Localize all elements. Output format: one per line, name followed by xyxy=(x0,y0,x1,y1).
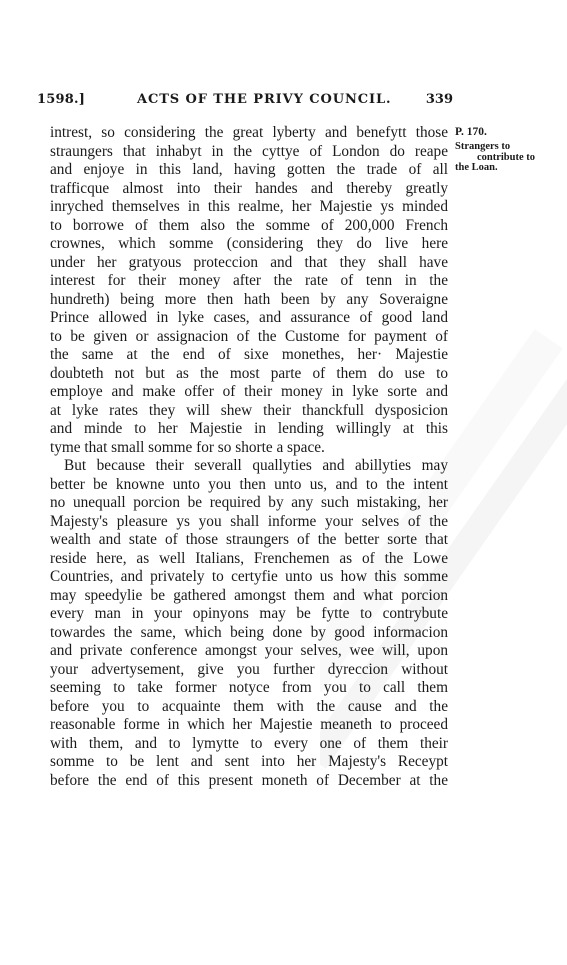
text-line: wealth and state of those straungers of the better sorte that xyxy=(50,531,448,548)
header-year: 1598.] xyxy=(37,92,86,107)
header-title: ACTS OF THE PRIVY COUNCIL. xyxy=(137,92,392,107)
side-note-line: Strangers to xyxy=(455,141,511,152)
text-line: Prince allowed in lyke cases, and assurance of good land xyxy=(50,309,448,326)
header-page-number: 339 xyxy=(425,92,453,107)
body-text xyxy=(50,124,448,790)
text-line: somme to be lent and sent into her Majesty's Receypt xyxy=(50,753,448,770)
text-line: trafficque almost into their handes and thereby greatly xyxy=(50,179,448,197)
side-note-line: contribute to xyxy=(476,151,535,163)
text-line: crownes, which somme (considering they do live here xyxy=(50,235,448,252)
margin-notes xyxy=(455,124,535,174)
text-line: and minde to her Majestie in lending willingly at this xyxy=(50,420,448,437)
text-line: hundreth) being more then hath been by any Soveraigne xyxy=(50,290,448,308)
text-line: and private conference amongst your selves, wee will, upon xyxy=(50,642,448,659)
text-line: to borrowe of them also the somme of 200,000 French xyxy=(50,216,448,234)
text-line: before you to acquainte them with the cause and the xyxy=(50,697,448,715)
text-line: intrest, so considering the great lyberty and benefytt those xyxy=(50,124,448,141)
text-line: better be knowne unto you then unto us, and to the intent xyxy=(50,475,448,493)
text-line: towardes the same, which being done by good informacion xyxy=(50,623,448,641)
text-line: seeming to take former notyce from you to call them xyxy=(50,679,448,696)
paragraph-1 xyxy=(50,124,448,457)
text-line: and enjoye in this land, having gotten the trade of all xyxy=(50,161,448,178)
running-header xyxy=(37,92,457,114)
paragraph-2 xyxy=(50,457,448,790)
text-line: reasonable forme in which her Majestie meaneth to proceed xyxy=(50,716,448,733)
side-note-line: the Loan. xyxy=(455,162,498,173)
text-line: reside here, as well Italians, Frenchemen as of the Lowe xyxy=(50,549,448,567)
text-line: doubteth not but as the most parte of them do use to xyxy=(50,364,448,382)
text-line: may speedylie be gathered amongst them and what porcion xyxy=(50,586,448,604)
text-line: your advertysement, give you further dyreccion without xyxy=(50,660,448,678)
text-line: before the end of this present moneth of December at the xyxy=(50,771,448,789)
text-line: straungers that inhabyt in the cyttye of London do reape xyxy=(50,142,448,160)
text-line: employe and make offer of their money in lyke sorte and xyxy=(50,383,448,400)
text-line: tyme that small somme for so shorte a space. xyxy=(50,438,325,456)
text-line: to be given or assignacion of the Custome for payment of xyxy=(50,327,448,345)
text-line: under her gratyous proteccion and that they shall have xyxy=(50,253,448,271)
text-line: with them, and to lymytte to every one of them their xyxy=(50,734,448,752)
margin-side-note xyxy=(455,142,535,174)
text-line: at lyke rates they will shew their thanckfull dysposicion xyxy=(50,401,448,419)
text-line: every man in your opinyons may be fytte to contrybute xyxy=(50,605,448,622)
text-line: inryched themselves in this realme, her Majestie ys minded xyxy=(50,198,448,215)
text-line: the same at the end of sixe monethes, her· Majestie xyxy=(50,346,448,363)
text-line: Majesty's pleasure ys you shall informe your selves of the xyxy=(50,512,448,530)
text-line: But because their severall quallyties and abillyties may xyxy=(64,457,448,474)
text-line: no unequall porcion be required by any such mistaking, her xyxy=(50,494,448,511)
margin-page-reference: P. 170. xyxy=(455,126,487,138)
text-line: Countries, and privately to certyfie unto us how this somme xyxy=(50,568,448,585)
text-line: interest for their money after the rate of tenn in the xyxy=(50,272,448,289)
